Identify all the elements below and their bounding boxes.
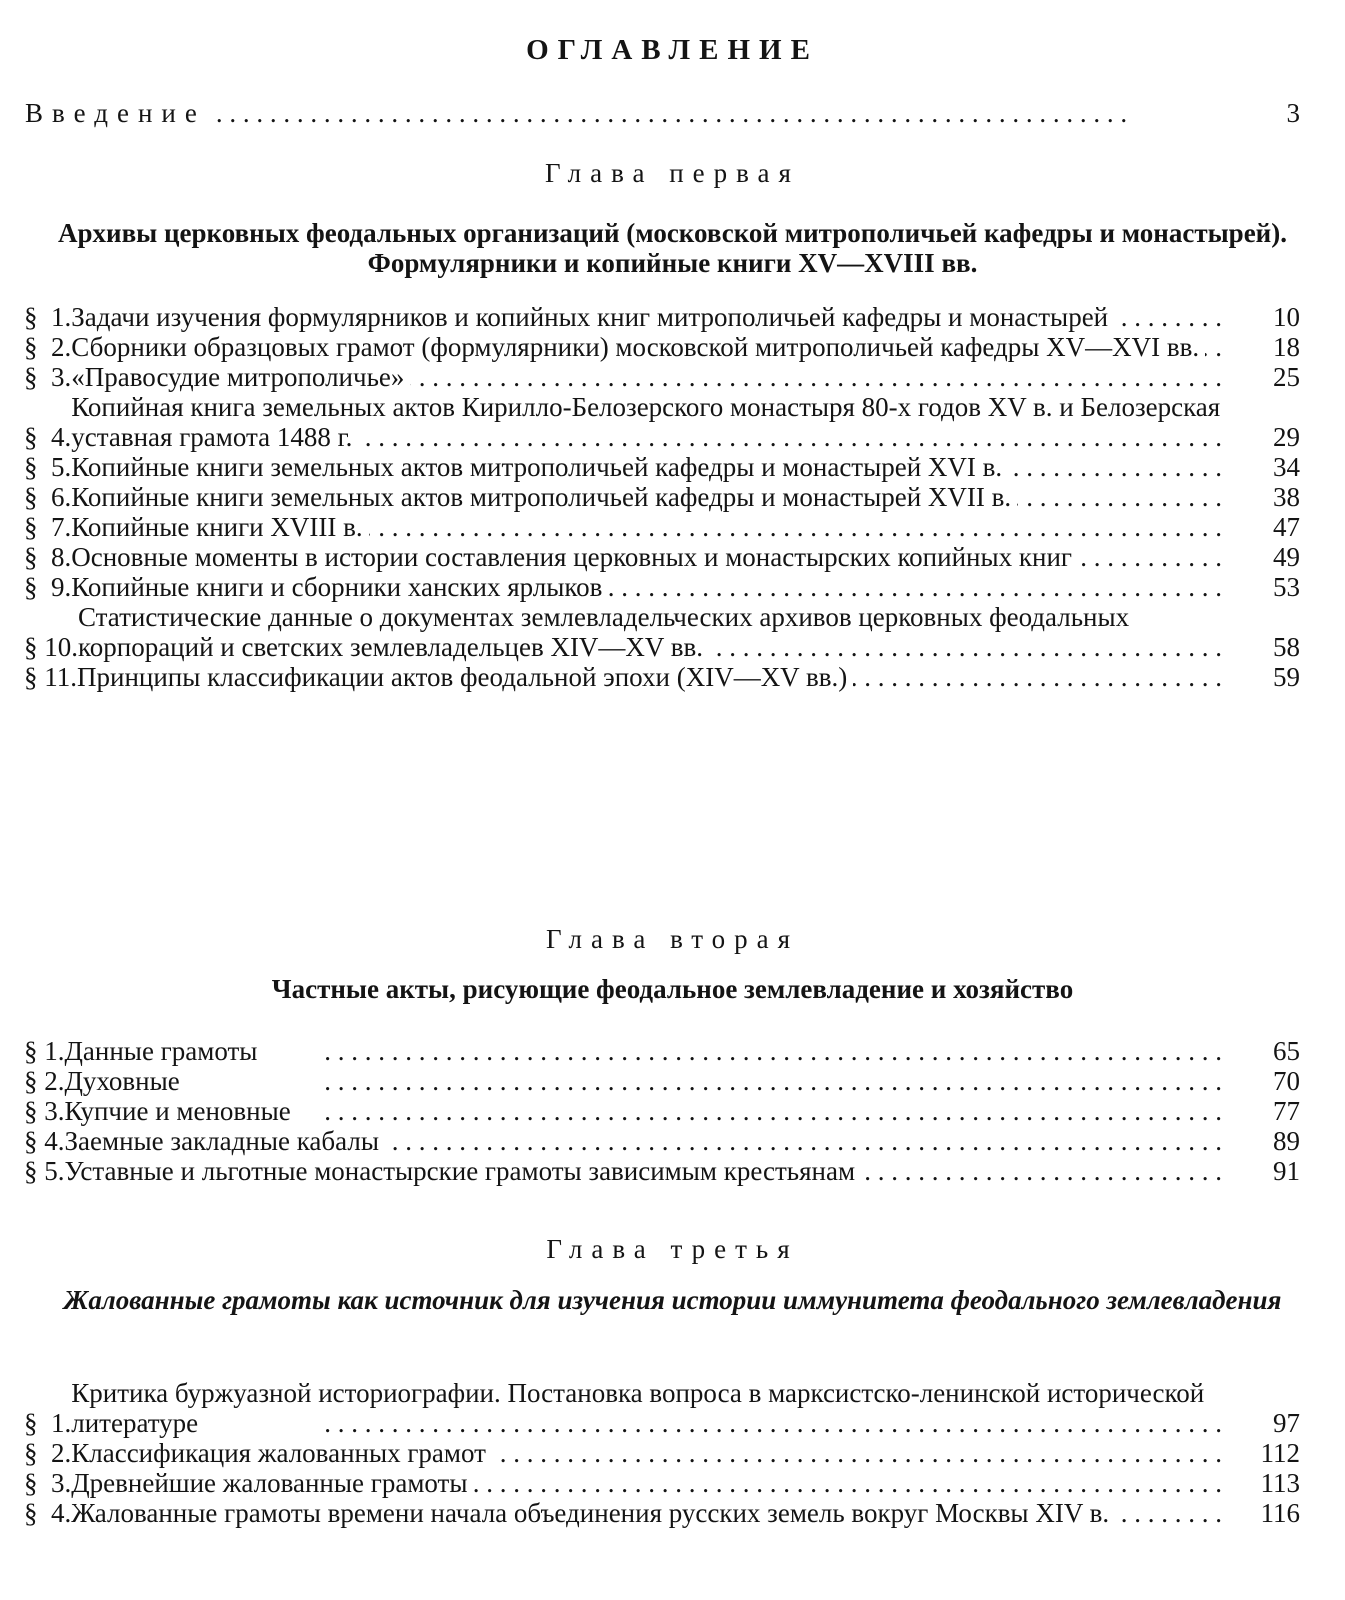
chapter-2-entries <box>24 1036 1300 1186</box>
entry-page: 25 <box>1273 362 1300 392</box>
toc-entry <box>24 1498 1300 1528</box>
entry-number: § 3. <box>24 1468 72 1498</box>
toc-entry <box>24 332 1300 362</box>
entry-number: § 8. <box>24 542 72 572</box>
entry-page: 59 <box>1273 662 1300 692</box>
entry-text: Введение <box>25 98 206 128</box>
entry-page: 58 <box>1273 632 1300 662</box>
entry-text: Копийные книги и сборники ханских ярлыков <box>71 572 608 602</box>
entry-page: 10 <box>1273 302 1300 332</box>
toc-entry <box>24 602 1300 662</box>
entry-text: Сборники образцовых грамот (формулярники) московской митрополичьей кафедры XV—XVI вв. <box>71 332 1205 362</box>
entry-text: Задачи изучения формулярников и копийных книг митрополичьей кафедры и монастырей <box>71 302 1114 332</box>
chapter-3-entries <box>24 1378 1300 1528</box>
entry-page: 34 <box>1273 452 1300 482</box>
entry-number: § 3. <box>24 362 72 392</box>
entry-page: 70 <box>1273 1066 1300 1096</box>
entry-page: 65 <box>1273 1036 1300 1066</box>
entry-number: § 4. <box>24 1126 65 1156</box>
entry-text: Данные грамоты <box>65 1036 264 1066</box>
entry-number: § 2. <box>24 1066 65 1096</box>
toc-entry <box>24 1126 1300 1156</box>
entry-number: § 3. <box>24 1096 65 1126</box>
page-title: ОГЛАВЛЕНИЕ <box>526 34 819 66</box>
entry-page: 38 <box>1273 482 1300 512</box>
entry-number: § 9. <box>24 572 72 602</box>
chapter-2-label: Глава вторая <box>545 924 800 954</box>
toc-entry <box>24 1438 1300 1468</box>
toc-entry <box>24 302 1300 332</box>
entry-page: 18 <box>1273 332 1300 362</box>
chapter-3-title: Жалованные грамоты как источник для изучения истории иммунитета феодального землевладения <box>63 1285 1282 1315</box>
entry-page: 53 <box>1273 572 1300 602</box>
entry-number: § 4. <box>24 1498 72 1528</box>
entry-page: 91 <box>1273 1156 1300 1186</box>
chapter-1-title: Архивы церковных феодальных организаций (московской митрополичьей кафедры и монастырей). Формулярники и копийные книги XV—XVIII вв. <box>58 218 1287 278</box>
entry-text: Копийные книги земельных актов митрополичьей кафедры и монастырей XVI в. <box>71 452 1008 482</box>
entry-page: 29 <box>1273 422 1300 452</box>
entry-page: 116 <box>1260 1498 1300 1528</box>
entry-text: Критика буржуазной историографии. Постановка вопроса в марксистско-ленинской исторической литературе <box>71 1378 1205 1438</box>
entry-number: § 2. <box>24 1438 72 1468</box>
toc-entry <box>24 1378 1300 1438</box>
entry-page: 77 <box>1273 1096 1300 1126</box>
entry-number: § 1. <box>24 302 72 332</box>
toc-entry <box>24 452 1300 482</box>
toc-entry <box>24 482 1300 512</box>
entry-text: Копийные книги земельных актов митрополичьей кафедры и монастырей XVII в. <box>71 482 1017 512</box>
toc-entry <box>24 572 1300 602</box>
entry-number: § 10. <box>24 632 78 662</box>
entry-page: 49 <box>1273 542 1300 572</box>
entry-text: Копийная книга земельных актов Кирилло-Белозерского монастыря 80-х годов XV в. и Белозерская уставная грамота 1488 г. <box>71 392 1221 452</box>
entry-number: § 5. <box>24 1156 65 1186</box>
entry-number: § 4. <box>24 422 72 452</box>
entry-page: 113 <box>1260 1468 1300 1498</box>
entry-text: Заемные закладные кабалы <box>65 1126 385 1156</box>
dot-leader <box>206 96 1240 130</box>
toc-entry <box>24 512 1300 542</box>
entry-number: § 2. <box>24 332 72 362</box>
toc-entry <box>24 1096 1300 1126</box>
entry-page: 3 <box>1286 98 1300 128</box>
entry-text: «Правосудие митрополичье» <box>71 362 410 392</box>
entry-text: Жалованные грамоты времени начала объединения русских земель вокруг Москвы XIV в. <box>71 1498 1115 1528</box>
toc-entry <box>24 392 1300 452</box>
toc-entry <box>24 1468 1300 1498</box>
toc-entry <box>24 362 1300 392</box>
entry-page: 112 <box>1260 1438 1300 1468</box>
toc-entry <box>24 1036 1300 1066</box>
toc-entry <box>24 662 1300 692</box>
entry-text: Древнейшие жалованные грамоты <box>71 1468 473 1498</box>
entry-text: Статистические данные о документах землевладельческих архивов церковных феодальных корпораций и светских землевладельцев XIV—XV вв. <box>78 602 1130 662</box>
entry-page: 47 <box>1273 512 1300 542</box>
chapter-2-title: Частные акты, рисующие феодальное землевладение и хозяйство <box>271 974 1074 1004</box>
entry-number: § 1. <box>24 1036 65 1066</box>
entry-number: § 1. <box>24 1408 72 1438</box>
toc-entry <box>24 542 1300 572</box>
entry-number: § 6. <box>24 482 72 512</box>
chapter-1-entries <box>24 302 1300 692</box>
chapter-1-label: Глава первая <box>545 158 800 188</box>
entry-text: Основные моменты в истории составления церковных и монастырских копийных книг <box>71 542 1078 572</box>
chapter-3-label: Глава третья <box>546 1234 799 1264</box>
toc-entry <box>24 1066 1300 1096</box>
entry-text: Духовные <box>65 1066 186 1096</box>
entry-text: Купчие и меновные <box>65 1096 297 1126</box>
entry-text: Принципы классификации актов феодальной эпохи (XIV—XV вв.) <box>77 662 853 692</box>
entry-page: 97 <box>1273 1408 1300 1438</box>
entry-text: Классификация жалованных грамот <box>71 1438 492 1468</box>
entry-number: § 7. <box>24 512 72 542</box>
entry-text: Копийные книги XVIII в. <box>71 512 368 542</box>
entry-number: § 5. <box>24 452 72 482</box>
toc-entry <box>24 1156 1300 1186</box>
entry-number: § 11. <box>24 662 77 692</box>
entry-text: Уставные и льготные монастырские грамоты зависимым крестьянам <box>65 1156 862 1186</box>
entry-page: 89 <box>1273 1126 1300 1156</box>
toc-entry-introduction <box>25 96 1300 130</box>
